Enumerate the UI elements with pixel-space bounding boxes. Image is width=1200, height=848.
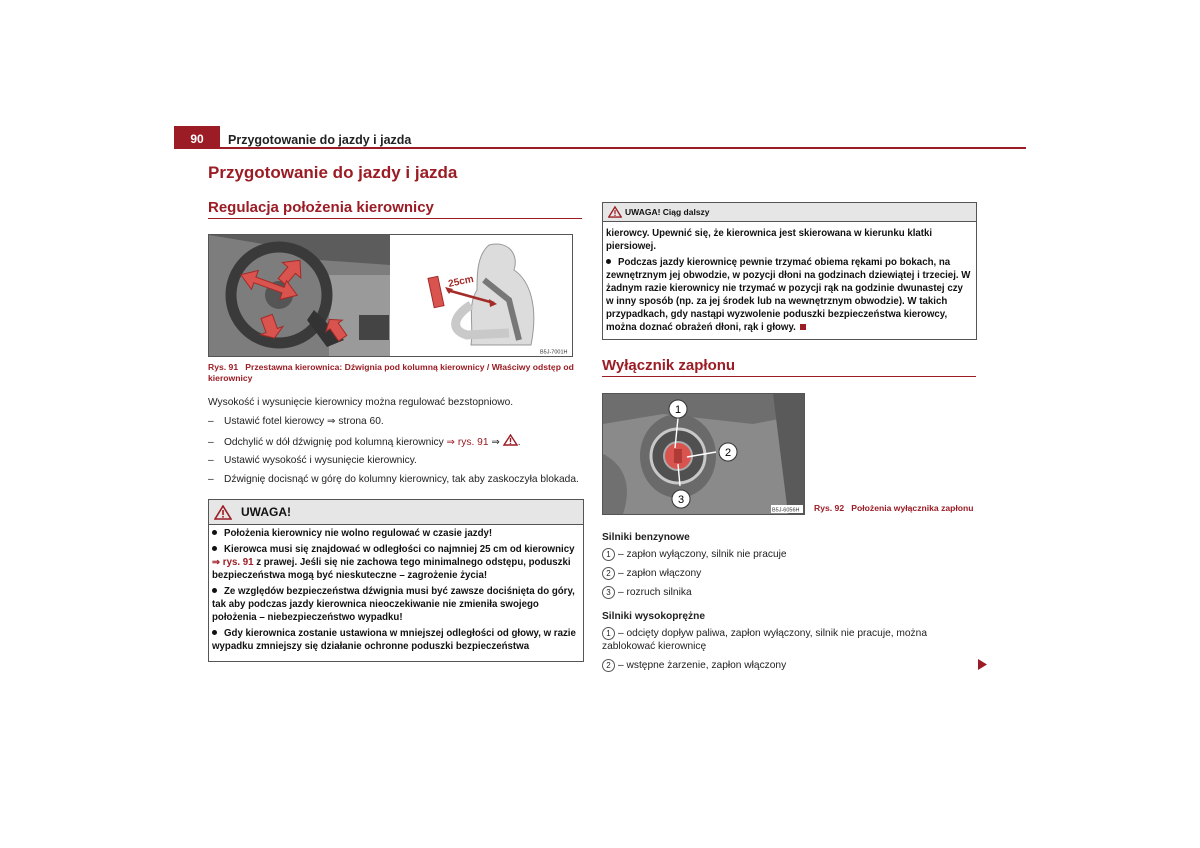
header-rule <box>174 147 1026 149</box>
warning-item <box>212 543 579 582</box>
bullet-icon <box>212 530 217 535</box>
warning-triangle-icon <box>214 505 232 520</box>
petrol-heading: Silniki benzynowe <box>602 532 690 543</box>
step-1 <box>208 415 583 428</box>
dash: – <box>208 437 214 448</box>
position-number: 3 <box>602 586 615 599</box>
warning-text: Kierowca musi się znajdować w odległości co najmniej 25 cm od kierownicy <box>224 544 575 555</box>
warning-item <box>212 585 579 624</box>
diesel-item-2 <box>602 659 786 672</box>
warning-continued-box <box>602 202 977 340</box>
warning-header <box>603 203 976 222</box>
position-number: 2 <box>602 567 615 580</box>
warning-text: Ze względów bezpieczeństwa dźwignia musi być zawsze dociśnięta do góry, tak aby podczas jazdy kierownica nieoczekiwanie nie zmieniła swojego położenia – niebezpieczeństwo wypadku! <box>212 586 575 623</box>
warning-title: UWAGA! Ciąg dalszy <box>625 207 710 217</box>
caption-text: Położenia wyłącznika zapłonu <box>851 503 974 513</box>
page-number: 90 <box>174 126 220 148</box>
bullet-icon <box>212 546 217 551</box>
intro-text: Wysokość i wysunięcie kierownicy można regulować bezstopniowo. <box>208 397 514 408</box>
warning-text: Gdy kierownica zostanie ustawiona w mniejszej odległości od głowy, w razie wypadku zmniejszy się działanie ochronne poduszki bezpieczeństwa <box>212 628 576 652</box>
position-text: – zapłon wyłączony, silnik nie pracuje <box>618 549 787 561</box>
bullet-icon <box>606 259 611 264</box>
warning-triangle-icon <box>608 206 622 218</box>
section-rule <box>208 218 582 219</box>
warning-text: Podczas jazdy kierownicę pewnie trzymać obiema rękami po bokach, na zewnętrznym jej obwodzie, w pozycji dłoni na godzinach dziewiątej i trzeciej. W żadnym razie kierownicy nie trzymać w pozycji rąk na godzinie dwunastej czy w inny sposób (np. za jej środek lub na wewnętrznym obwodzie). W takich przypadkach, gdy nastąpi wyzwolenie poduszki bezpieczeństwa kierowcy, można doznać obrażeń dłoni, rąk i głowy. <box>606 257 971 333</box>
steering-illustration <box>209 235 572 356</box>
section-title-steering: Regulacja położenia kierownicy <box>208 199 434 216</box>
figure-caption-91 <box>208 362 583 384</box>
caption-prefix: Rys. 92 <box>814 503 845 513</box>
warning-box <box>208 499 584 662</box>
distance-label: 25cm <box>447 273 475 290</box>
position-number: 1 <box>602 627 615 640</box>
section-title-ignition: Wyłącznik zapłonu <box>602 357 736 374</box>
figure-code: B5J-6056H <box>772 507 800 514</box>
warning-item <box>212 627 579 653</box>
running-header: Przygotowanie do jazdy i jazda <box>228 133 412 147</box>
warning-header <box>209 500 583 525</box>
warning-item <box>212 527 579 540</box>
dash: – <box>208 474 214 485</box>
page-title: Przygotowanie do jazdy i jazda <box>208 163 458 182</box>
position-text: – rozruch silnika <box>618 587 692 599</box>
petrol-item-3 <box>602 586 692 599</box>
step-text: Ustawić fotel kierowcy ⇒ strona 60. <box>224 416 384 427</box>
diesel-heading: Silniki wysokoprężne <box>602 611 706 622</box>
position-number: 1 <box>602 548 615 561</box>
section-rule <box>602 376 976 377</box>
warning-triangle-icon[interactable] <box>503 434 518 446</box>
warning-item <box>606 256 972 334</box>
bullet-icon <box>212 630 217 635</box>
bullet-icon <box>212 588 217 593</box>
warning-text: kierowcy. Upewnić się, że kierownica jest skierowana w kierunku klatki piersiowej. <box>606 228 933 252</box>
caption-prefix: Rys. 91 <box>208 362 239 372</box>
warning-text: z prawej. Jeśli się nie zachowa tego minimalnego odstępu, poduszki bezpieczeństwa mogą być nieskuteczne – zagrożenie życia! <box>212 557 571 581</box>
position-text: – wstępne żarzenie, zapłon włączony <box>618 660 787 672</box>
position-text: – zapłon włączony <box>618 568 702 580</box>
step-text: Ustawić wysokość i wysunięcie kierownicy. <box>224 455 417 466</box>
end-marker <box>800 324 806 330</box>
position-number: 2 <box>602 659 615 672</box>
diesel-item-1 <box>602 627 977 653</box>
step-4 <box>208 473 583 486</box>
step-text: Dźwignię docisnąć w górę do kolumny kierownicy, tak aby zaskoczyła blokada. <box>224 474 579 485</box>
petrol-item-1 <box>602 548 787 561</box>
step-2: – Odchylić w dół dźwignię pod kolumną kierownicy ⇒ rys. 91 ⇒ . <box>208 434 583 449</box>
ignition-illustration <box>603 394 804 514</box>
dash: – <box>208 416 214 427</box>
figure-caption-92 <box>814 503 974 514</box>
callout-3: 3 <box>677 494 685 506</box>
caption-text: Przestawna kierownica: Dźwignia pod kolumną kierownicy / Właściwy odstęp od kierownicy <box>208 362 574 383</box>
step-3 <box>208 454 583 467</box>
warning-content <box>603 222 976 334</box>
figure-code: B5J-7001H <box>540 349 568 356</box>
dash: – <box>208 455 214 466</box>
figure-steering-adjustment <box>208 234 573 357</box>
continue-arrow-icon[interactable] <box>978 659 987 670</box>
warning-content <box>209 525 583 653</box>
callout-2: 2 <box>724 447 732 459</box>
arrow: ⇒ <box>491 437 500 448</box>
petrol-item-2 <box>602 567 701 580</box>
warning-title: UWAGA! <box>241 505 291 519</box>
step-text: Odchylić w dół dźwignię pod kolumną kierownicy <box>224 437 444 448</box>
warning-text: Położenia kierownicy nie wolno regulować w czasie jazdy! <box>224 528 493 539</box>
figure-ignition-switch <box>602 393 805 515</box>
figure-reference-link[interactable]: ⇒ rys. 91 <box>446 437 489 448</box>
position-text: – odcięty dopływ paliwa, zapłon wyłączony, silnik nie pracuje, można zablokować kierownicę <box>602 628 927 653</box>
callout-1: 1 <box>674 404 682 416</box>
figure-reference-link[interactable]: ⇒ rys. 91 <box>212 557 254 568</box>
